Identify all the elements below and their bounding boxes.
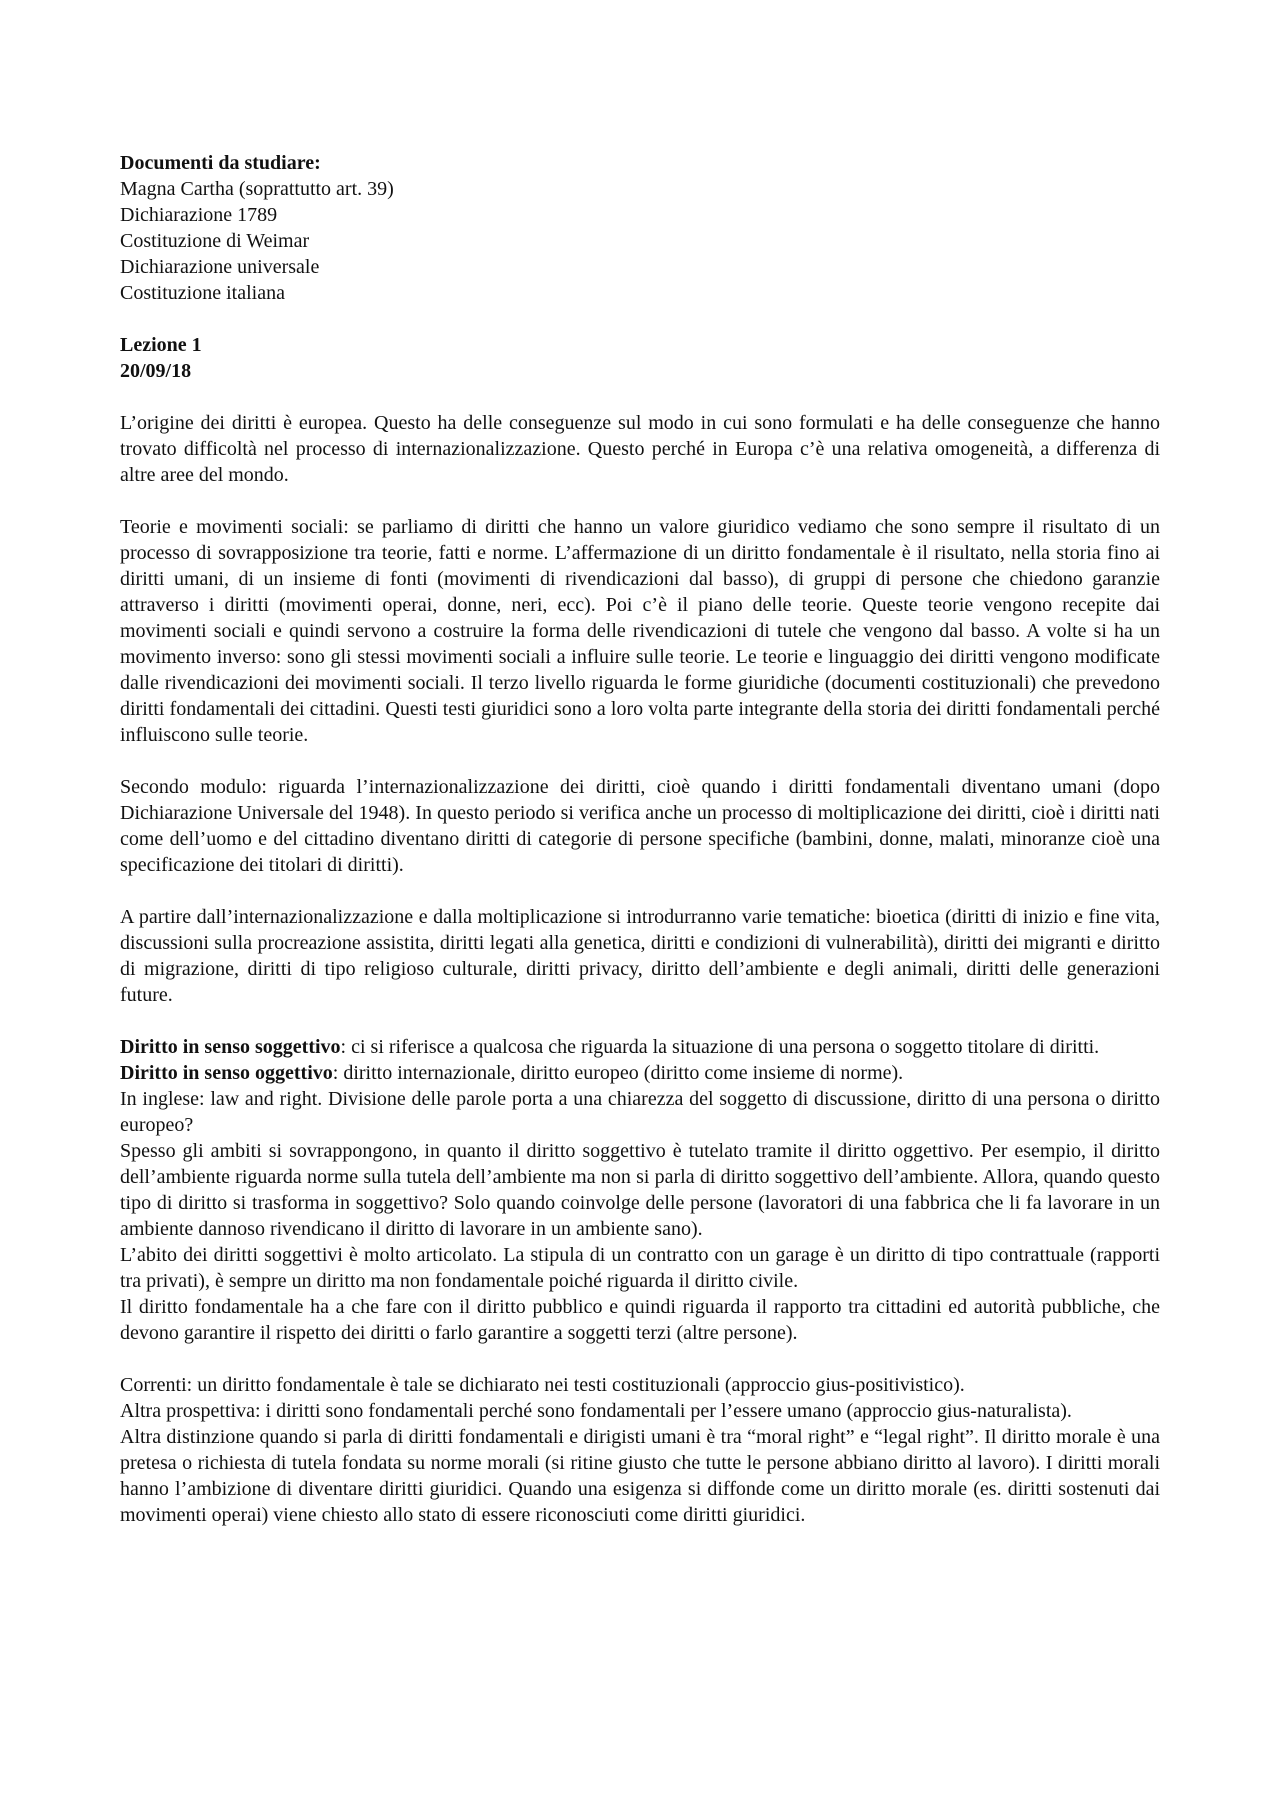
definition-line: Il diritto fondamentale ha a che fare con il diritto pubblico e quindi riguarda il rapporto tra cittadini ed autorità pubbliche, che devono garantire il rispetto dei diritti o farlo garantire a soggetti terzi (altre persone). bbox=[120, 1296, 1160, 1344]
document-item: Magna Cartha (soprattutto art. 39) bbox=[120, 178, 394, 200]
definition-subjective bbox=[120, 1034, 1160, 1060]
currents-line: Altra prospettiva: i diritti sono fondamentali perché sono fondamentali per l’essere umano (approccio gius-naturalista). bbox=[120, 1400, 1072, 1422]
document-item: Costituzione di Weimar bbox=[120, 230, 310, 252]
document-item: Dichiarazione 1789 bbox=[120, 204, 278, 226]
lesson-date: 20/09/18 bbox=[120, 360, 192, 382]
definition-subjective-text: : ci si riferisce a qualcosa che riguarda la situazione di una persona o soggetto titolare di diritti. bbox=[340, 1036, 1100, 1058]
currents-section bbox=[120, 1372, 1160, 1528]
document-item: Costituzione italiana bbox=[120, 282, 285, 304]
paragraph-origin: L’origine dei diritti è europea. Questo ha delle conseguenze sul modo in cui sono formulati e ha delle conseguenze che hanno trovato difficoltà nel processo di internazionalizzazione. Questo perché in Europa c’è una relativa omogeneità, a differenza di altre aree del mondo. bbox=[120, 412, 1160, 486]
definition-objective-term: Diritto in senso oggettivo bbox=[120, 1062, 333, 1084]
definition-line: L’abito dei diritti soggettivi è molto articolato. La stipula di un contratto con un garage è un diritto di tipo contrattuale (rapporti tra privati), è sempre un diritto ma non fondamentale poiché riguarda il diritto civile. bbox=[120, 1244, 1160, 1292]
document-item: Dichiarazione universale bbox=[120, 256, 320, 278]
currents-line: Correnti: un diritto fondamentale è tale se dichiarato nei testi costituzionali (approccio gius-positivistico). bbox=[120, 1374, 965, 1396]
definition-line: Spesso gli ambiti si sovrappongono, in quanto il diritto soggettivo è tutelato tramite il diritto oggettivo. Per esempio, il diritto dell’ambiente riguarda norme sulla tutela dell’ambiente ma non si parla di diritto soggettivo dell’ambiente. Allora, quando questo tipo di diritto si trasforma in soggettivo? Solo quando coinvolge delle persone (lavoratori di una fabbrica che li fa lavorare in un ambiente dannoso rivendicano il diritto di lavorare in un ambiente sano). bbox=[120, 1140, 1160, 1240]
lesson-title: Lezione 1 bbox=[120, 334, 202, 356]
paragraph-topics: A partire dall’internazionalizzazione e dalla moltiplicazione si introdurranno varie tematiche: bioetica (diritti di inizio e fine vita, discussioni sulla procreazione assistita, diritti legati alla genetica, diritti e condizioni di vulnerabilità), diritti dei migranti e diritto di migrazione, diritti di tipo religioso culturale, diritti privacy, diritto dell’ambiente e degli animali, diritti delle generazioni future. bbox=[120, 906, 1160, 1006]
documents-section bbox=[120, 150, 1160, 306]
lesson-header bbox=[120, 332, 1160, 384]
document-page bbox=[120, 150, 1160, 1528]
paragraph-theories: Teorie e movimenti sociali: se parliamo di diritti che hanno un valore giuridico vediamo che sono sempre il risultato di un processo di sovrapposizione tra teorie, fatti e norme. L’affermazione di un diritto fondamentale è il risultato, nella storia fino ai diritti umani, di un insieme di fonti (movimenti di rivendicazioni dal basso), di gruppi di persone che chiedono garanzie attraverso i diritti (movimenti operai, donne, neri, ecc). Poi c’è il piano delle teorie. Queste teorie vengono recepite dai movimenti sociali e quindi servono a costruire la forma delle rivendicazioni di tutele che vengono dal basso. A volte si ha un movimento inverso: sono gli stessi movimenti sociali a influire sulle teorie. Le teorie e linguaggio dei diritti vengono modificate dalle rivendicazioni dei movimenti sociali. Il terzo livello riguarda le forme giuridiche (documenti costituzionali) che prevedono diritti fondamentali dei cittadini. Questi testi giuridici sono a loro volta parte integrante della storia dei diritti fondamentali perché influiscono sulle teorie. bbox=[120, 516, 1160, 746]
currents-line: Altra distinzione quando si parla di diritti fondamentali e dirigisti umani è tra “moral right” e “legal right”. Il diritto morale è una pretesa o richiesta di tutela fondata su norme morali (si ritine giusto che tutte le persone abbiano diritto al lavoro). I diritti morali hanno l’ambizione di diventare diritti giuridici. Quando una esigenza si diffonde come un diritto morale (es. diritti sostenuti dai movimenti operai) viene chiesto allo stato di essere riconosciuti come diritti giuridici. bbox=[120, 1426, 1160, 1526]
definitions-section bbox=[120, 1034, 1160, 1346]
documents-heading: Documenti da studiare: bbox=[120, 152, 321, 174]
paragraph-second-module: Secondo modulo: riguarda l’internazionalizzazione dei diritti, cioè quando i diritti fondamentali diventano umani (dopo Dichiarazione Universale del 1948). In questo periodo si verifica anche un processo di moltiplicazione dei diritti, cioè i diritti nati come dell’uomo e del cittadino diventano diritti di categorie di persone specifiche (bambini, donne, malati, minoranze cioè una specificazione dei titolari di diritti). bbox=[120, 776, 1160, 876]
definition-line: In inglese: law and right. Divisione delle parole porta a una chiarezza del soggetto di discussione, diritto di una persona o diritto europeo? bbox=[120, 1088, 1160, 1136]
definition-objective bbox=[120, 1060, 1160, 1086]
definition-objective-text: : diritto internazionale, diritto europeo (diritto come insieme di norme). bbox=[332, 1062, 904, 1084]
definition-subjective-term: Diritto in senso soggettivo bbox=[120, 1036, 341, 1058]
